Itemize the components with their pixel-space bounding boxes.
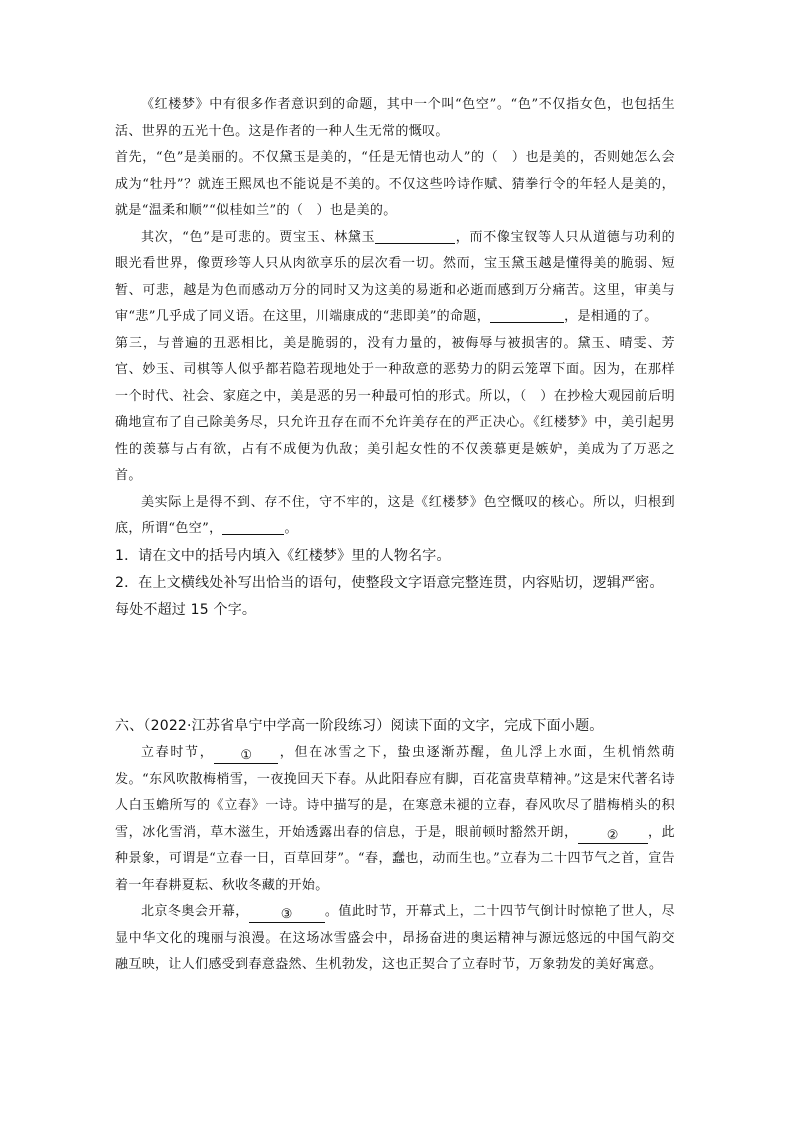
paragraph-olympics-part1: 北京冬奥会开幕， <box>141 904 249 919</box>
paragraph-olympics <box>115 899 675 979</box>
paragraph-second-part3: ，是相通的了。 <box>564 309 658 324</box>
paragraph-lichun-part2: ，但在冰雪之下，蛰虫逐渐苏醒，鱼儿浮上水面，生机悄然萌发。“东风吹散梅梢雪，一夜挽回天下春。从此阳春应有脚，百花富贵草精神。”这是宋代著名诗人白玉蟾所写的《立春》一诗。诗中描写的是，在寒意未褪的立春，春风吹尽了腊梅梢头的积雪，冰化雪消，草木滋生，开始透露出春的信息，于是，眼前顿时豁然开朗， <box>115 745 675 840</box>
blank-3[interactable]: ③ <box>249 907 325 923</box>
paragraph-lichun <box>115 740 675 899</box>
section-heading: 六、（2022·江苏省阜宁中学高一阶段练习）阅读下面的文字，完成下面小题。 <box>115 718 604 734</box>
paragraph-third: 第三，与普遍的丑恶相比，美是脆弱的，没有力量的，被侮辱与被损害的。黛玉、晴雯、芳官、妙玉、司棋等人似乎都若隐若现地处于一种敌意的恶势力的阴云笼罩下面。因为，在那样一个时代、社会、家庭之中，美是恶的另一种最可怕的形式。所以，（ ）在抄检大观园前后明确地宣布了自己除美务尽，只允许丑存在而不允许美存在的严正决心。《红楼梦》中，美引起男性的羡慕与占有欲，占有不成便为仇敌；美引起女性的不仅羡慕更是嫉妒，美成为了万恶之首。 <box>115 335 675 483</box>
paragraph-conclusion <box>115 490 675 543</box>
blank-1[interactable]: ① <box>214 748 278 764</box>
question-2: 2．在上文横线处补写出恰当的语句，使整段文字语意完整连贯，内容贴切，逻辑严密。每处不超过 15 个字。 <box>115 574 664 618</box>
paragraph-lichun-part3: ，此种景象，可谓是“立春一日，百草回芽”。“春，蠢也，动而生也。”立春为二十四节气之首，宣告着一年春耕夏耘、秋收冬藏的开始。 <box>115 824 676 893</box>
paragraph-second-part1: 其次，“色”是可悲的。贾宝玉、林黛玉 <box>141 229 376 245</box>
paragraph-conclusion-part1: 美实际上是得不到、存不住，守不牢的，这是《红楼梦》色空慨叹的核心。所以，归根到底，所谓“色空”， <box>115 494 675 536</box>
paragraph-lichun-part1: 立春时节， <box>141 745 215 760</box>
fill-blank[interactable] <box>490 307 564 323</box>
question-1: 1．请在文中的括号内填入《红楼梦》里的人物名字。 <box>115 547 451 564</box>
fill-blank[interactable] <box>222 519 284 535</box>
passage-honglou <box>115 92 675 624</box>
paragraph-conclusion-part2: 。 <box>284 521 298 536</box>
blank-2[interactable]: ② <box>578 828 648 844</box>
paragraph-intro: 《红楼梦》中有很多作者意识到的命题，其中一个叫“色空”。“色”不仅指女色，也包括生活、世界的五光十色。这是作者的一种人生无常的慨叹。 <box>115 97 675 139</box>
paragraph-second-part2: ，而不像宝钗等人只从道德与功利的眼光看世界，像贾珍等人只从肉欲享乐的层次看一切。然而，宝玉黛玉越是懂得美的脆弱、短暂、可悲，越是为色而感动万分的同时又为这美的易逝和必逝而感到万分痛苦。这里，审美与审“悲”几乎成了同义语。在这里，川端康成的“悲即美”的命题， <box>115 229 675 324</box>
paragraph-first: 首先，“色”是美丽的。不仅黛玉是美的，“任是无情也动人”的（ ）也是美的，否则她怎么会成为“牡丹”？就连王熙凤也不能说是不美的。不仅这些吟诗作赋、猜拳行令的年轻人是美的，就是“温柔和顺”“似桂如兰”的（ ）也是美的。 <box>115 150 675 218</box>
paragraph-second <box>115 225 675 331</box>
section-six <box>115 713 675 979</box>
paragraph-olympics-part2: 。值此时节，开幕式上，二十四节气倒计时惊艳了世人，尽显中华文化的瑰丽与浪漫。在这场冰雪盛会中，昂扬奋进的奥运精神与源远悠远的中国气韵交融互映，让人们感受到春意盎然、生机勃发，这也正契合了立春时节，万象勃发的美好寓意。 <box>115 904 675 972</box>
fill-blank[interactable] <box>375 228 455 244</box>
